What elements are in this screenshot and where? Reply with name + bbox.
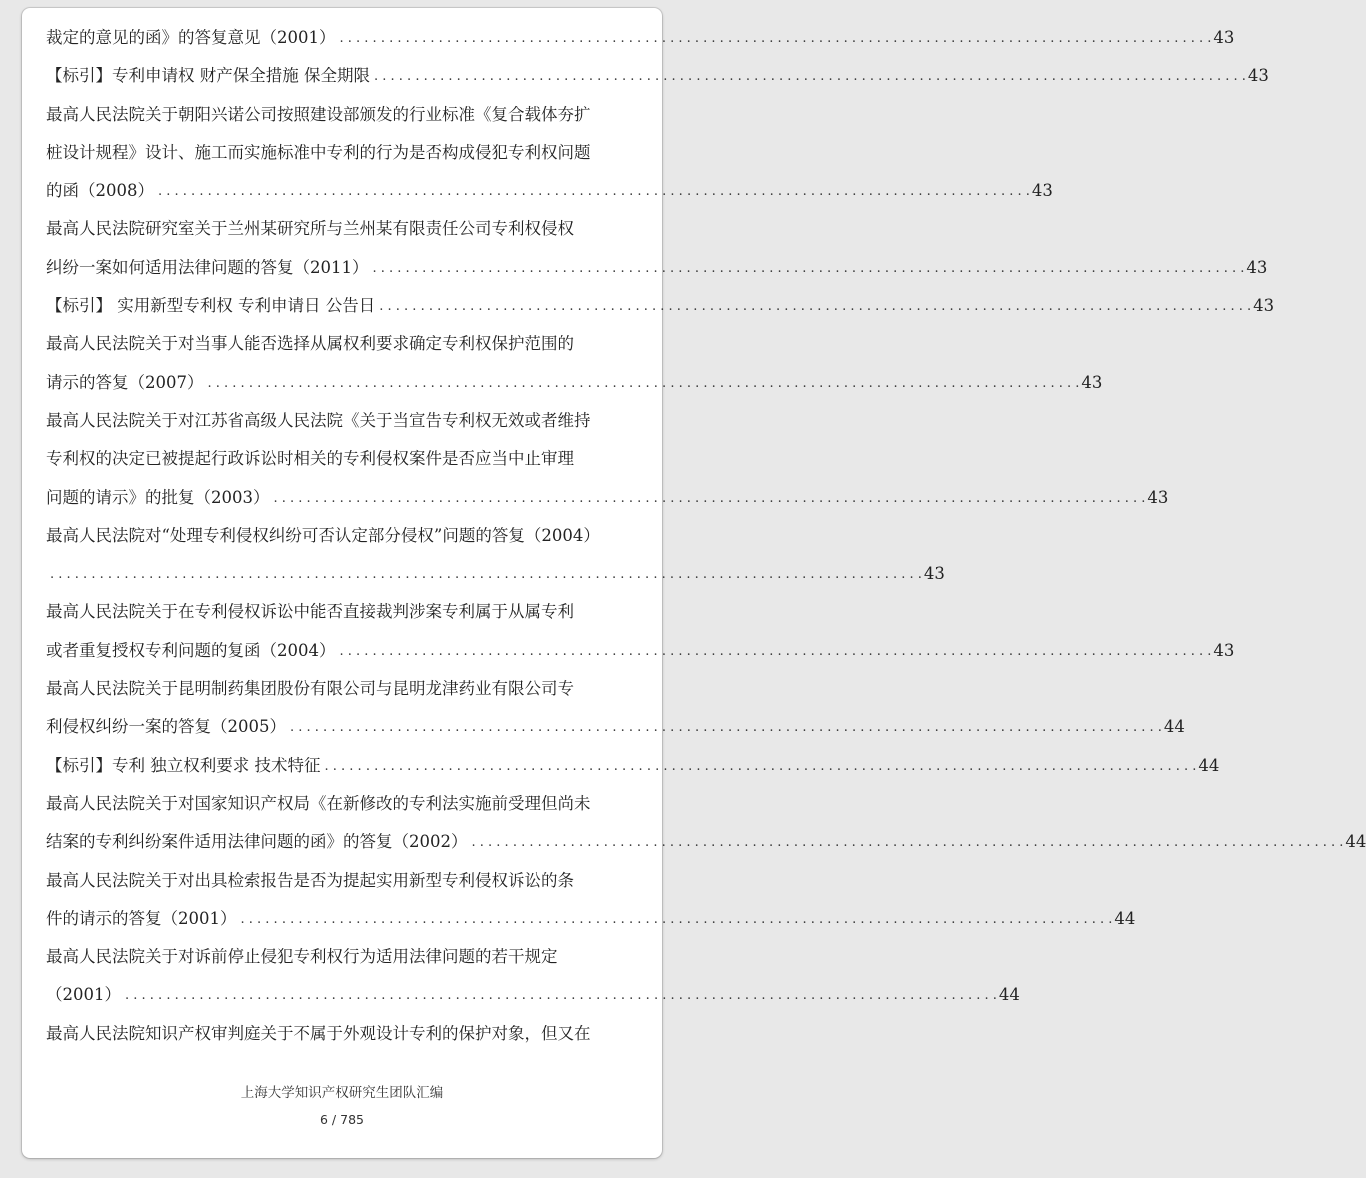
toc-entry-line[interactable] xyxy=(46,555,945,593)
toc-entry-text: 桩设计规程》设计、施工而实施标准中专利的行为是否构成侵犯专利权问题 xyxy=(46,142,591,162)
dot-leader xyxy=(50,554,922,594)
dot-leader xyxy=(325,746,1197,786)
toc-entry-text: 最高人民法院关于对江苏省高级人民法院《关于当宣告专利权无效或者维持 xyxy=(46,410,591,430)
dot-leader xyxy=(379,286,1251,326)
toc-page-ref: 44 xyxy=(1198,755,1220,775)
toc-entry-line[interactable] xyxy=(46,593,662,631)
toc-page-ref: 43 xyxy=(1213,28,1235,47)
toc-entry-text: 最高人民法院关于对当事人能否选择从属权利要求确定专利权保护范围的 xyxy=(46,334,574,354)
toc-entry-line[interactable] xyxy=(46,210,662,248)
toc-entry-line[interactable] xyxy=(46,287,1275,325)
toc-entry-text: 专利权的决定已被提起行政诉讼时相关的专利侵权案件是否应当中止审理 xyxy=(46,449,574,469)
toc-entry-line[interactable] xyxy=(46,900,1136,938)
toc-entry-text: 最高人民法院知识产权审判庭关于不属于外观设计专利的保护对象，但又在 xyxy=(46,1023,591,1043)
toc-entry-text: 最高人民法院关于对国家知识产权局《在新修改的专利法实施前受理但尚未 xyxy=(46,793,591,813)
toc-entry-line[interactable] xyxy=(46,134,662,172)
document-page xyxy=(22,8,1366,1158)
footer-organization: 上海大学知识产权研究生团队汇编 xyxy=(240,1085,444,1101)
toc-entry-text: 裁定的意见的函》的答复意见（2001） xyxy=(46,28,336,47)
toc-entry-line[interactable] xyxy=(46,670,662,708)
toc-page-ref: 43 xyxy=(1081,372,1103,392)
toc-entry-line[interactable] xyxy=(46,976,1020,1014)
dot-leader xyxy=(290,707,1162,747)
toc-entry-text: 件的请示的答复（2001） xyxy=(46,908,237,928)
dot-leader xyxy=(125,975,997,1015)
toc-entry-text: 最高人民法院关于昆明制药集团股份有限公司与昆明龙津药业有限公司专 xyxy=(46,679,574,699)
toc-entry-text: 或者重复授权专利问题的复函（2004） xyxy=(46,640,336,660)
dot-leader xyxy=(374,56,1246,96)
toc-page-ref: 43 xyxy=(1031,181,1053,201)
dot-leader xyxy=(208,363,1080,403)
toc-entry-text: 最高人民法院关于在专利侵权诉讼中能否直接裁判涉案专利属于从属专利 xyxy=(46,602,574,622)
toc-entry-line[interactable] xyxy=(46,364,1103,402)
table-of-contents xyxy=(46,19,1366,1053)
toc-page-ref: 44 xyxy=(998,985,1020,1005)
toc-index-tag-text: 【标引】专利 独立权利要求 技术特征 xyxy=(46,755,321,775)
toc-entry-line[interactable] xyxy=(46,19,1235,57)
toc-entry-line[interactable] xyxy=(46,938,662,976)
toc-entry-text: 的函（2008） xyxy=(46,181,154,201)
dot-leader xyxy=(158,171,1030,211)
toc-entry-text: 请示的答复（2007） xyxy=(46,372,204,392)
dot-leader xyxy=(373,248,1245,288)
toc-page-ref: 43 xyxy=(1253,296,1275,316)
toc-page-ref: 43 xyxy=(1246,257,1268,277)
toc-entry-line[interactable] xyxy=(46,96,662,134)
toc-entry-line[interactable] xyxy=(46,325,662,363)
toc-entry-text: 最高人民法院关于对出具检索报告是否为提起实用新型专利侵权诉讼的条 xyxy=(46,870,574,890)
toc-entry-line[interactable] xyxy=(46,57,1269,95)
toc-entry-text: 问题的请示》的批复（2003） xyxy=(46,487,270,507)
toc-page-ref: 43 xyxy=(1247,66,1269,86)
toc-page-ref: 43 xyxy=(1213,640,1235,660)
toc-entry-line[interactable] xyxy=(46,785,662,823)
toc-index-tag-text: 【标引】专利申请权 财产保全措施 保全期限 xyxy=(46,66,370,86)
dot-leader xyxy=(241,899,1113,939)
toc-entry-text: 最高人民法院对“处理专利侵权纠纷可否认定部分侵权”问题的答复（2004） xyxy=(46,525,600,545)
toc-page-ref: 44 xyxy=(1114,908,1136,928)
dot-leader xyxy=(340,18,1212,58)
toc-entry-line[interactable] xyxy=(46,402,662,440)
toc-entry-line[interactable] xyxy=(46,249,1268,287)
dot-leader xyxy=(472,822,1344,862)
toc-entry-text: （2001） xyxy=(46,985,121,1005)
toc-page-ref: 43 xyxy=(1147,487,1169,507)
toc-entry-line[interactable] xyxy=(46,1015,662,1053)
toc-entry-text: 结案的专利纠纷案件适用法律问题的函》的答复（2002） xyxy=(46,832,468,852)
page-number: 6 / 785 xyxy=(320,1112,364,1127)
toc-entry-text: 纠纷一案如何适用法律问题的答复（2011） xyxy=(46,257,369,277)
toc-entry-line[interactable] xyxy=(46,823,1366,861)
toc-entry-line[interactable] xyxy=(46,708,1185,746)
toc-page-ref: 44 xyxy=(1345,832,1366,852)
toc-page-ref: 43 xyxy=(923,564,945,584)
toc-entry-line[interactable] xyxy=(46,747,1220,785)
toc-entry-line[interactable] xyxy=(46,440,662,478)
toc-entry-text: 最高人民法院研究室关于兰州某研究所与兰州某有限责任公司专利权侵权 xyxy=(46,219,574,239)
toc-entry-line[interactable] xyxy=(46,632,1235,670)
toc-entry-line[interactable] xyxy=(46,862,662,900)
toc-entry-line[interactable] xyxy=(46,479,1169,517)
toc-entry-text: 最高人民法院关于对诉前停止侵犯专利权行为适用法律问题的若干规定 xyxy=(46,947,558,967)
toc-index-tag-text: 【标引】 实用新型专利权 专利申请日 公告日 xyxy=(46,296,376,316)
toc-entry-line[interactable] xyxy=(46,172,1053,210)
dot-leader xyxy=(274,478,1146,518)
dot-leader xyxy=(340,631,1212,671)
toc-entry-line[interactable] xyxy=(46,517,662,555)
toc-entry-text: 利侵权纠纷一案的答复（2005） xyxy=(46,717,286,737)
toc-entry-text: 最高人民法院关于朝阳兴诺公司按照建设部颁发的行业标准《复合载体夯扩 xyxy=(46,104,591,124)
toc-page-ref: 44 xyxy=(1163,717,1185,737)
